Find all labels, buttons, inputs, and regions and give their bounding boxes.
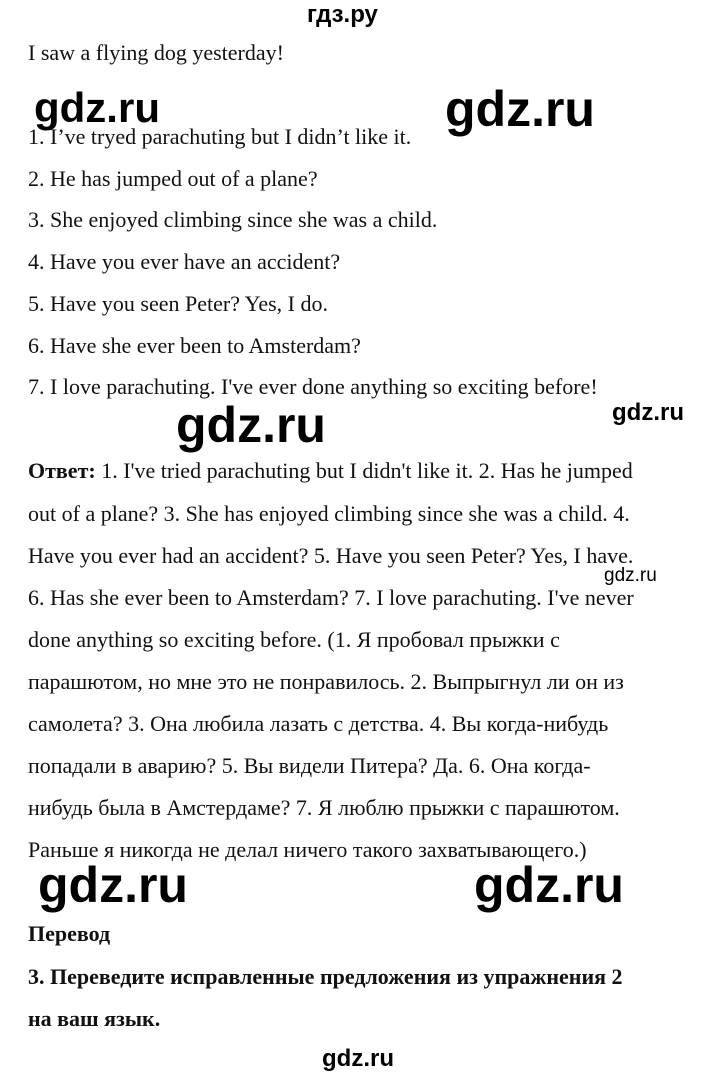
answer-line-7: самолета? 3. Она любила лазать с детства. 4. Вы когда-нибудь bbox=[28, 711, 609, 736]
watermark: gdz.ru bbox=[322, 1045, 394, 1072]
watermark: gdz.ru bbox=[38, 857, 188, 913]
answer-line-6: парашютом, но мне это не понравилось. 2. Выпрыгнул ли он из bbox=[28, 669, 624, 694]
intro-sentence: I saw a flying dog yesterday! bbox=[28, 40, 284, 65]
translation-heading: Перевод bbox=[28, 921, 111, 946]
translation-task-line-2: на ваш язык. bbox=[28, 1006, 161, 1031]
site-title: гдз.ру bbox=[307, 1, 378, 28]
answer-line-1 bbox=[28, 458, 633, 484]
watermark: gdz.ru bbox=[604, 565, 657, 586]
answer-first-line-text: 1. I've tried parachuting but I didn't like it. 2. Has he jumped bbox=[95, 458, 633, 483]
exercise-sentence-2: 2. He has jumped out of a plane? bbox=[28, 166, 318, 191]
answer-line-5: done anything so exciting before. (1. Я пробовал прыжки с bbox=[28, 627, 560, 652]
exercise-sentence-1: 1. I’ve tryed parachuting but I didn’t like it. bbox=[28, 124, 412, 149]
exercise-sentence-6: 6. Have she ever been to Amsterdam? bbox=[28, 333, 361, 358]
answer-line-2: out of a plane? 3. She has enjoyed climbing since she was a child. 4. bbox=[28, 501, 630, 526]
answer-line-4: 6. Has she ever been to Amsterdam? 7. I love parachuting. I've never bbox=[28, 585, 634, 610]
watermark: gdz.ru bbox=[176, 397, 326, 453]
answer-line-3: Have you ever had an accident? 5. Have you seen Peter? Yes, I have. bbox=[28, 543, 634, 568]
answer-line-10: Раньше я никогда не делал ничего такого захватывающего.) bbox=[28, 837, 587, 862]
exercise-sentence-4: 4. Have you ever have an accident? bbox=[28, 249, 341, 274]
answer-line-8: попадали в аварию? 5. Вы видели Питера? Да. 6. Она когда- bbox=[28, 753, 591, 778]
watermark: gdz.ru bbox=[612, 399, 684, 426]
watermark: gdz.ru bbox=[445, 81, 595, 137]
exercise-sentence-3: 3. She enjoyed climbing since she was a child. bbox=[28, 207, 438, 232]
watermark: gdz.ru bbox=[474, 857, 624, 913]
watermark: gdz.ru bbox=[34, 84, 160, 131]
translation-task-line-1: 3. Переведите исправленные предложения из упражнения 2 bbox=[28, 964, 623, 989]
answer-line-9: нибудь была в Амстердаме? 7. Я люблю прыжки с парашютом. bbox=[28, 795, 620, 820]
exercise-sentence-7: 7. I love parachuting. I've ever done anything so exciting before! bbox=[28, 374, 598, 399]
answer-label: Ответ: bbox=[28, 458, 96, 483]
exercise-sentence-5: 5. Have you seen Peter? Yes, I do. bbox=[28, 291, 328, 316]
